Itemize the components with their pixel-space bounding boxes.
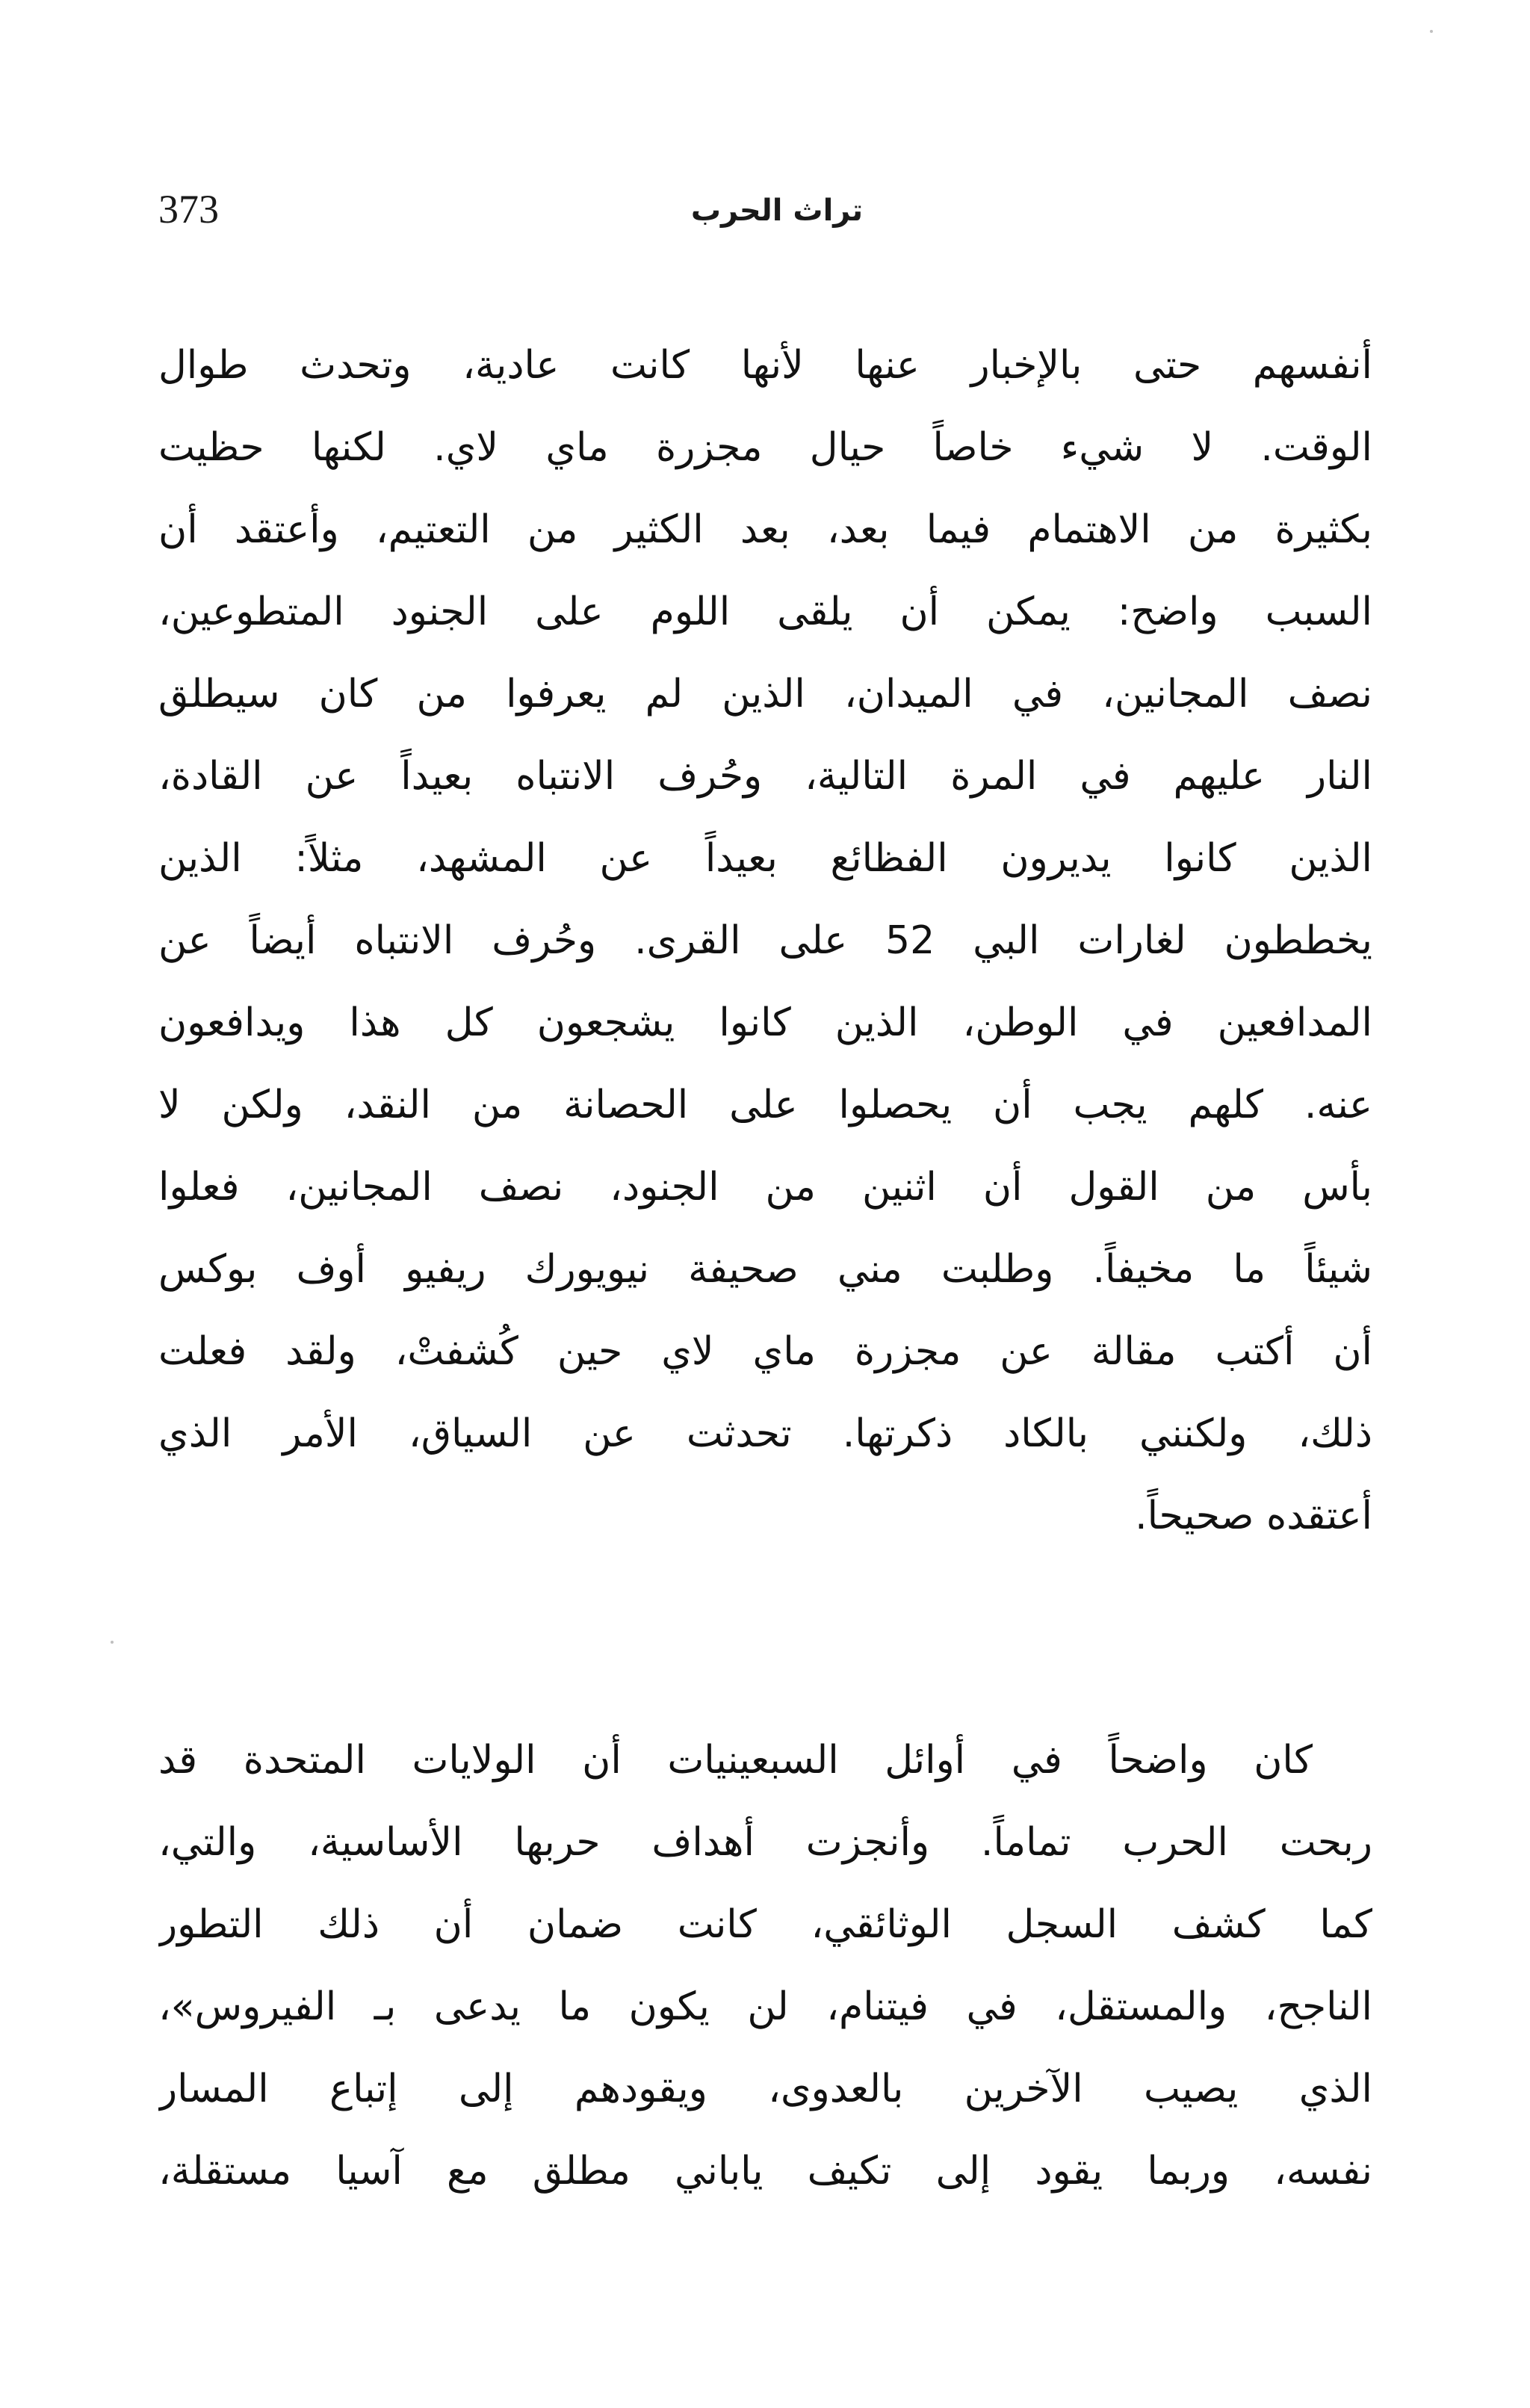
paragraph-1-line-7: الذين كانوا يديرون الفظائع بعيداً عن المشهد، مثلاً: الذين: [158, 836, 1372, 881]
scan-speck: [1430, 30, 1433, 33]
paragraph-1-line-9: المدافعين في الوطن، الذين كانوا يشجعون كل هذا ويدافعون: [158, 1000, 1372, 1045]
paragraph-2-line-1: كان واضحاً في أوائل السبعينيات أن الولايات المتحدة قد: [158, 1738, 1313, 1783]
paragraph-1-line-11: بأس من القول أن اثنين من الجنود، نصف المجانين، فعلوا: [158, 1165, 1372, 1210]
paragraph-1-line-5: نصف المجانين، في الميدان، الذين لم يعرفوا من كان سيطلق: [158, 672, 1372, 716]
page-number: 373: [158, 187, 219, 232]
paragraph-1-line-3: بكثيرة من الاهتمام فيما بعد، بعد الكثير من التعتيم، وأعتقد أن: [158, 507, 1372, 552]
running-title: تراث الحرب: [690, 194, 864, 228]
paragraph-1-line-4: السبب واضح: يمكن أن يلقى اللوم على الجنود المتطوعين،: [158, 589, 1372, 634]
paragraph-2-line-4: الناجح، والمستقل، في فيتنام، لن يكون ما يدعى بـ الفيروس»،: [158, 1984, 1372, 2029]
scan-speck: [111, 1641, 114, 1644]
paragraph-1-line-14: ذلك، ولكنني بالكاد ذكرتها. تحدثت عن السياق، الأمر الذي: [158, 1411, 1372, 1456]
paragraph-1-line-15: أعتقده صحيحاً.: [1135, 1494, 1372, 1538]
paragraph-2-line-6: نفسه، وربما يقود إلى تكيف ياباني مطلق مع آسيا مستقلة،: [158, 2149, 1372, 2194]
paragraph-2-line-2: ربحت الحرب تماماً. وأنجزت أهداف حربها الأساسية، والتي،: [158, 1820, 1372, 1865]
paragraph-1-line-13: أن أكتب مقالة عن مجزرة ماي لاي حين كُشفتْ، ولقد فعلت: [158, 1329, 1372, 1374]
paragraph-2-line-5: الذي يصيب الآخرين بالعدوى، ويقودهم إلى إتباع المسار: [158, 2067, 1372, 2111]
paragraph-1-line-12: شيئاً ما مخيفاً. وطلبت مني صحيفة نيويورك ريفيو أوف بوكس: [158, 1247, 1372, 1292]
paragraph-2-line-3: كما كشف السجل الوثائقي، كانت ضمان أن ذلك التطور: [158, 1902, 1372, 1947]
paragraph-1-line-2: الوقت. لا شيء خاصاً حيال مجزرة ماي لاي. لكنها حظيت: [158, 425, 1372, 470]
paragraph-1-line-6: النار عليهم في المرة التالية، وحُرف الانتباه بعيداً عن القادة،: [158, 754, 1372, 799]
paragraph-1-line-10: عنه. كلهم يجب أن يحصلوا على الحصانة من النقد، ولكن لا: [158, 1083, 1372, 1127]
paragraph-1-line-1: أنفسهم حتى بالإخبار عنها لأنها كانت عادية، وتحدث طوال: [158, 343, 1372, 388]
paragraph-1-line-8: يخططون لغارات البي 52 على القرى. وحُرف الانتباه أيضاً عن: [158, 918, 1372, 963]
